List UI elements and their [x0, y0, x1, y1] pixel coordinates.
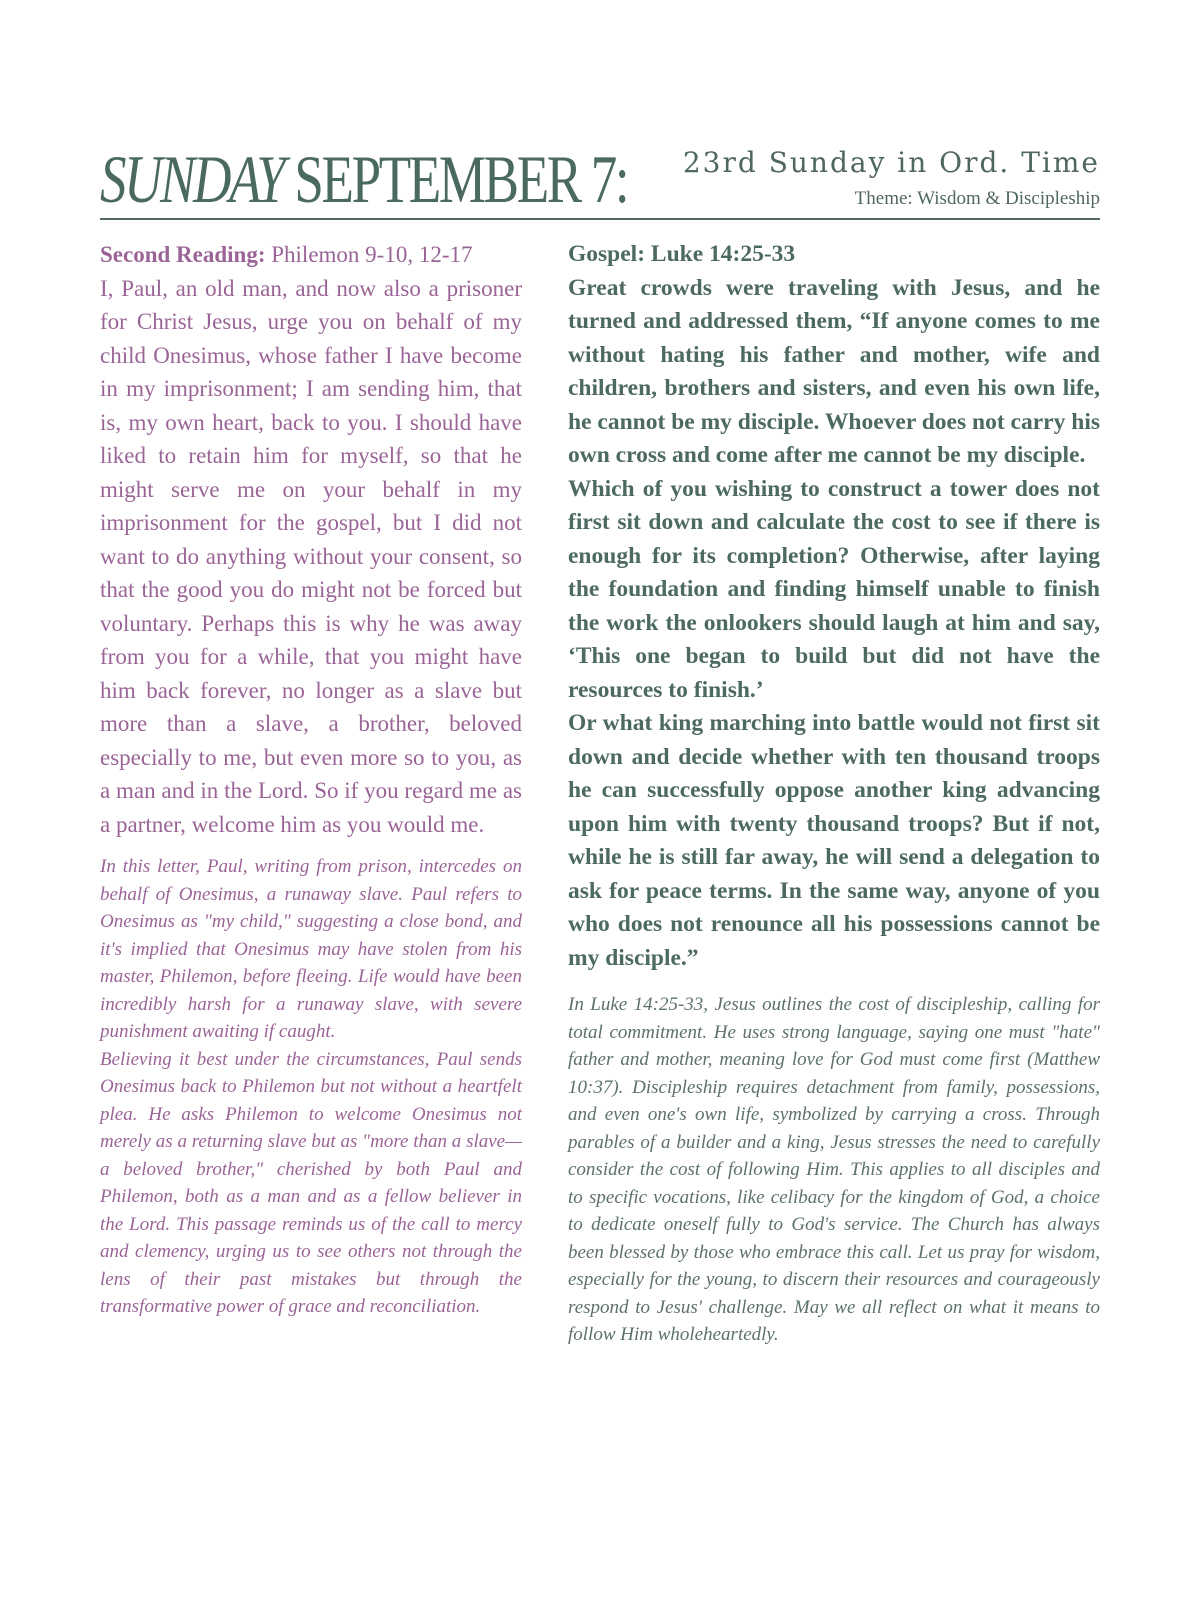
gospel-heading: Gospel: Luke 14:25-33: [568, 241, 796, 267]
page-title: [100, 140, 627, 218]
gospel-paragraph: Great crowds were traveling with Jesus, and he turned and addressed them, “If anyone comes to me without hating his father and mother, wife and children, brothers and sisters, and even his own life, he cannot be my disciple. Whoever does not carry his own cross and come after me cannot be my disciple.: [568, 274, 1100, 468]
gospel-reflection: [568, 991, 1100, 1349]
page: [100, 140, 1100, 1345]
reflection-paragraph: Believing it best under the circumstances, Paul sends Onesimus back to Philemon but not without a heartfelt plea. He asks Philemon to welcome Onesimus not merely as a returning slave but as "more than a slave—a beloved brother," cherished by both Paul and Philemon, both as a man and as a fellow believer in the Lord. This passage reminds us of the call to mercy and clemency, urging us to see others not through the lens of their past mistakes but through the transformative power of grace and reconciliation.: [100, 1048, 522, 1317]
second-reading-label: Second Reading:: [100, 242, 266, 267]
gospel-column: [568, 238, 1100, 1349]
theme-label: Theme: Wisdom & Discipleship: [854, 188, 1100, 209]
second-reading-column: [100, 238, 522, 1321]
second-reading-reflection: [100, 853, 522, 1321]
title-date: SEPTEMBER 7:: [294, 141, 628, 217]
second-reading-citation: Philemon 9-10, 12-17: [271, 242, 473, 267]
second-reading-heading: [100, 238, 522, 272]
reflection-paragraph: In Luke 14:25-33, Jesus outlines the cost of discipleship, calling for total commitment. He uses strong language, saying one must "hate" father and mother, meaning love for God must come first (Matthew 10:37). Discipleship requires detachment from family, possessions, and even one's own life, symbolized by carrying a cross. Through parables of a builder and a king, Jesus stresses the need to carefully consider the cost of following Him. This applies to all disciples and to specific vocations, like celibacy for the kingdom of God, a choice to dedicate oneself fully to God's service. The Church has always been blessed by those who embrace this call. Let us pray for wisdom, especially for the young, to discern their resources and courageously respond to Jesus' challenge. May we all reflect on what it means to follow Him wholeheartedly.: [568, 994, 1100, 1345]
gospel-paragraph: Which of you wishing to construct a tower does not first sit down and calculate the cost to see if there is enough for its completion? Otherwise, after laying the foundation and finding himself unable to finish the work the onlookers should laugh at him and say, ‘This one began to build but did not have the resources to finish.’: [568, 475, 1100, 703]
second-reading-text: I, Paul, an old man, and now also a prisoner for Christ Jesus, urge you on behalf of my child Onesimus, whose father I have become in my imprisonment; I am sending him, that is, my own heart, back to you. I should have liked to retain him for myself, so that he might serve me on your behalf in my imprisonment for the gospel, but I did not want to do anything without your consent, so that the good you do might not be forced but voluntary. Perhaps this is why he was away from you for a while, that you might have him back forever, no longer as a slave but more than a slave, a brother, beloved especially to me, but even more so to you, as a man and in the Lord. So if you regard me as a partner, welcome him as you would me.: [100, 275, 522, 837]
title-day: SUNDAY: [100, 141, 284, 217]
page-header: [100, 140, 1100, 220]
gospel-paragraph: Or what king marching into battle would not first sit down and decide whether with ten thousand troops he can successfully oppose another king advancing upon him with twenty thousand troops? But if not, while he is still far away, he will send a delegation to ask for peace terms. In the same way, anyone of you who does not renounce all his possessions cannot be my disciple.”: [568, 710, 1100, 971]
reflection-paragraph: In this letter, Paul, writing from prison, intercedes on behalf of Onesimus, a runaway slave. Paul refers to Onesimus as "my child," suggesting a close bond, and it's implied that Onesimus may have stolen from his master, Philemon, before fleeing. Life would have been incredibly harsh for a runaway slave, with severe punishment awaiting if caught.: [100, 856, 522, 1042]
liturgical-occasion: 23rd Sunday in Ord. Time: [682, 146, 1100, 179]
